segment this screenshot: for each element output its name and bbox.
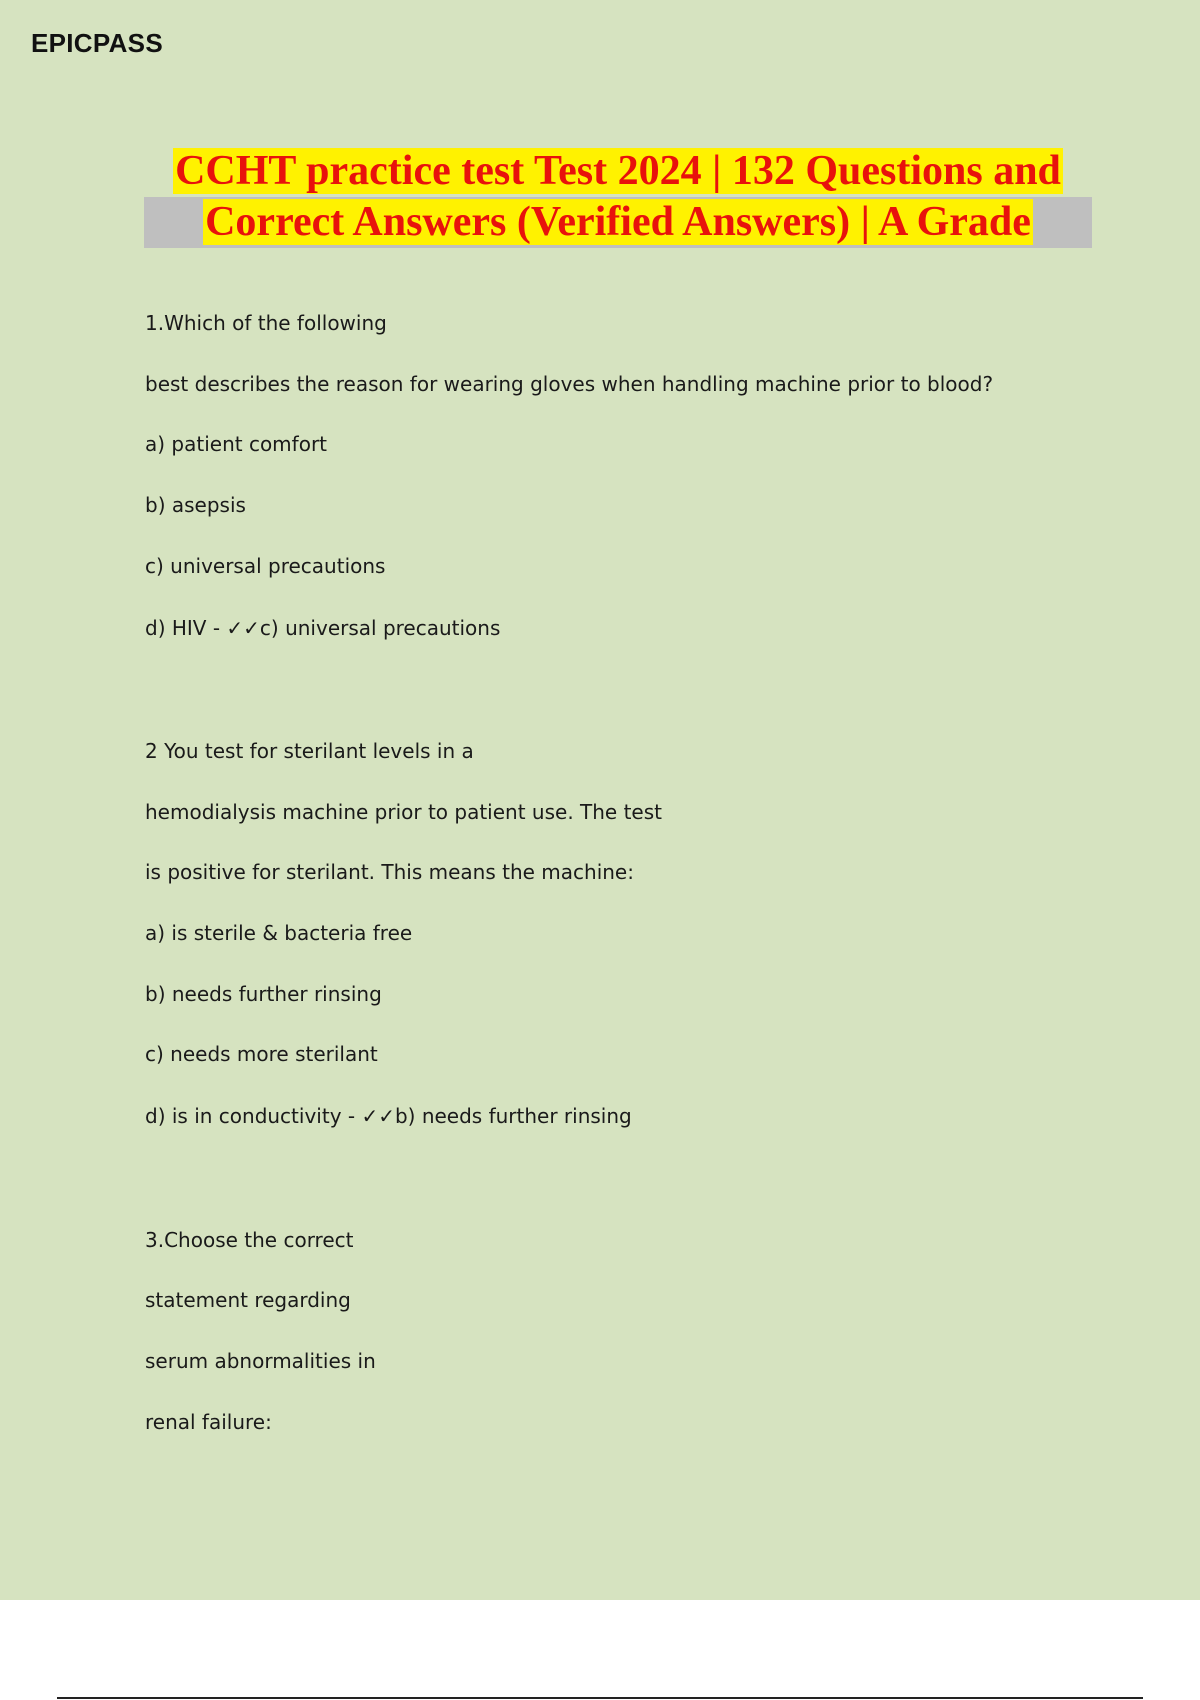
question-3-stem-cont-2: serum abnormalities in xyxy=(145,1349,376,1373)
question-2-option-c: c) needs more sterilant xyxy=(145,1042,378,1066)
question-3-stem-cont-3: renal failure: xyxy=(145,1410,272,1434)
question-2-stem: 2 You test for sterilant levels in a xyxy=(145,739,474,763)
question-2-option-a: a) is sterile & bacteria free xyxy=(145,921,413,945)
document-title xyxy=(144,146,1092,248)
question-3-stem-cont-1: statement regarding xyxy=(145,1288,351,1312)
brand-label: EPICPASS xyxy=(31,28,163,58)
question-1-stem: 1.Which of the following xyxy=(145,311,387,335)
title-line-2 xyxy=(144,197,1092,248)
question-1-option-a: a) patient comfort xyxy=(145,432,328,456)
question-1-option-c: c) universal precautions xyxy=(145,554,386,578)
footer-divider xyxy=(57,1697,1143,1699)
question-2-stem-cont-1: hemodialysis machine prior to patient use. The test xyxy=(145,800,662,824)
question-3-stem: 3.Choose the correct xyxy=(145,1228,354,1252)
question-2-stem-cont-2: is positive for sterilant. This means the machine: xyxy=(145,860,634,884)
question-1-stem-cont: best describes the reason for wearing gloves when handling machine prior to blood? xyxy=(145,372,994,396)
title-line-1-text: CCHT practice test Test 2024 | 132 Questions and xyxy=(175,148,1061,194)
question-1-option-b: b) asepsis xyxy=(145,493,246,517)
question-1-option-d-answer: d) HIV - ✓✓c) universal precautions xyxy=(145,616,501,640)
question-2-option-b: b) needs further rinsing xyxy=(145,982,382,1006)
question-2-option-d-answer: d) is in conductivity - ✓✓b) needs further rinsing xyxy=(145,1104,632,1128)
title-line-2-text: Correct Answers (Verified Answers) | A Grade xyxy=(205,199,1031,245)
title-line-1 xyxy=(144,146,1092,197)
